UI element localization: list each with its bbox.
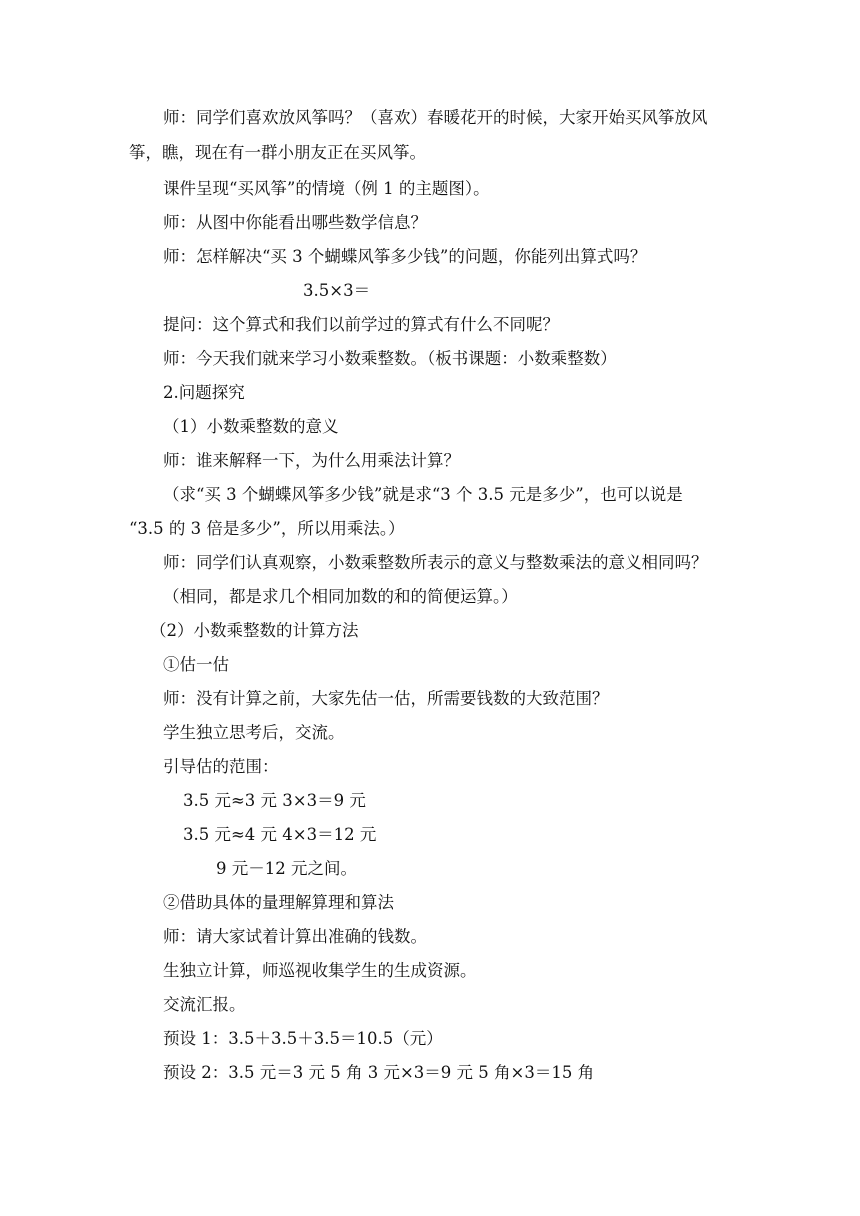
text-line: 学生独立思考后，交流。 [163,723,345,742]
formula-line: 3.5×3＝ [303,281,371,300]
text-line: 师：谁来解释一下，为什么用乘法计算？ [163,451,460,470]
text-line: ②借助具体的量理解算理和算法 [163,893,394,912]
text-line: 预设 1：3.5＋3.5＋3.5＝10.5（元） [163,1029,443,1048]
text-line: “3.5 的 3 倍是多少”，所以用乘法。） [129,519,405,538]
text-line: 预设 2：3.5 元＝3 元 5 角 3 元×3＝9 元 5 角×3＝15 角 [163,1063,595,1082]
estimate-line: 3.5 元≈4 元 4×3＝12 元 [183,825,377,844]
text-line: 师：从图中你能看出哪些数学信息？ [163,213,427,232]
text-line: ①估一估 [163,655,229,674]
text-line: 师：同学们喜欢放风筝吗？（喜欢）春暖花开的时候，大家开始买风筝放风 [163,108,708,127]
text-line: 师：请大家试着计算出准确的钱数。 [163,927,427,946]
text-line: 师：没有计算之前，大家先估一估，所需要钱数的大致范围？ [163,689,609,708]
section-heading: 2.问题探究 [163,383,245,402]
text-line: 课件呈现“买风筝”的情境（例 1 的主题图）。 [163,179,490,198]
text-line: 生独立计算，师巡视收集学生的生成资源。 [163,961,477,980]
text-line: 引导估的范围： [163,757,279,776]
text-line: （相同，都是求几个相同加数的和的简便运算。） [163,587,518,606]
text-line: 师：同学们认真观察，小数乘整数所表示的意义与整数乘法的意义相同吗？ [163,553,708,572]
text-line: 师：怎样解决“买 3 个蝴蝶风筝多少钱”的问题，你能列出算式吗？ [163,247,647,266]
text-line: 提问：这个算式和我们以前学过的算式有什么不同呢？ [163,315,559,334]
text-line: 交流汇报。 [163,995,246,1014]
subsection-heading: （1）小数乘整数的意义 [163,417,339,436]
text-line: （求“买 3 个蝴蝶风筝多少钱”就是求“3 个 3.5 元是多少”，也可以说是 [163,485,683,504]
estimate-line: 9 元－12 元之间。 [216,859,357,878]
text-line: 师：今天我们就来学习小数乘整数。（板书课题：小数乘整数） [163,349,617,368]
text-line: 筝，瞧，现在有一群小朋友正在买风筝。 [129,143,426,162]
estimate-line: 3.5 元≈3 元 3×3＝9 元 [183,791,366,810]
subsection-heading: （2）小数乘整数的计算方法 [150,621,359,640]
